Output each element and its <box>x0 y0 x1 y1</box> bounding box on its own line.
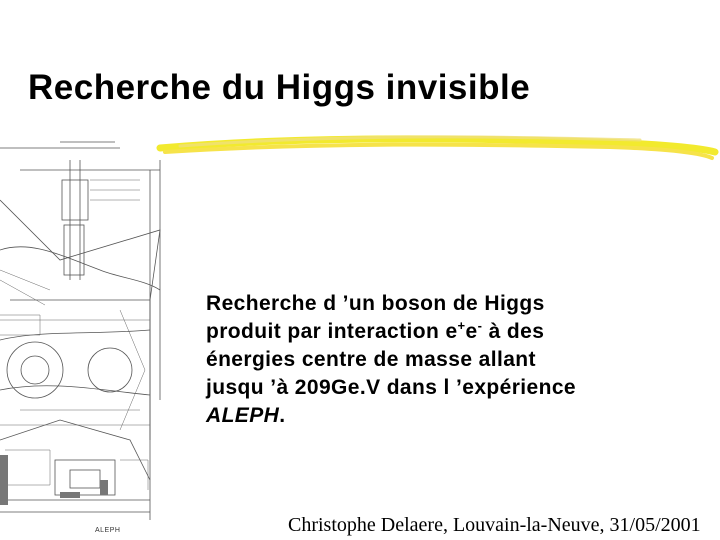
body-line <box>206 318 706 346</box>
body-text-segment: à des <box>482 320 545 343</box>
experiment-name: ALEPH <box>206 404 280 427</box>
positron-superscript: + <box>457 318 466 333</box>
drawing-caption: ALEPH <box>95 527 121 534</box>
body-line: Recherche d ’un boson de Higgs <box>206 292 545 315</box>
body-text-segment: e <box>465 320 478 343</box>
body-line: énergies centre de masse allant <box>206 348 536 371</box>
body-text-segment: . <box>279 404 286 427</box>
slide-footer: Christophe Delaere, Louvain-la-Neuve, 31/05/2001 <box>288 514 701 536</box>
aleph-detector-drawing <box>0 140 172 540</box>
slide-title: Recherche du Higgs invisible <box>28 68 531 107</box>
slide-body <box>206 290 706 430</box>
body-line <box>206 402 706 430</box>
body-line: jusqu ’à 209Ge.V dans l ’expérience <box>206 376 576 399</box>
body-text-segment: produit par interaction e <box>206 320 458 343</box>
electron-superscript: - <box>477 318 483 333</box>
